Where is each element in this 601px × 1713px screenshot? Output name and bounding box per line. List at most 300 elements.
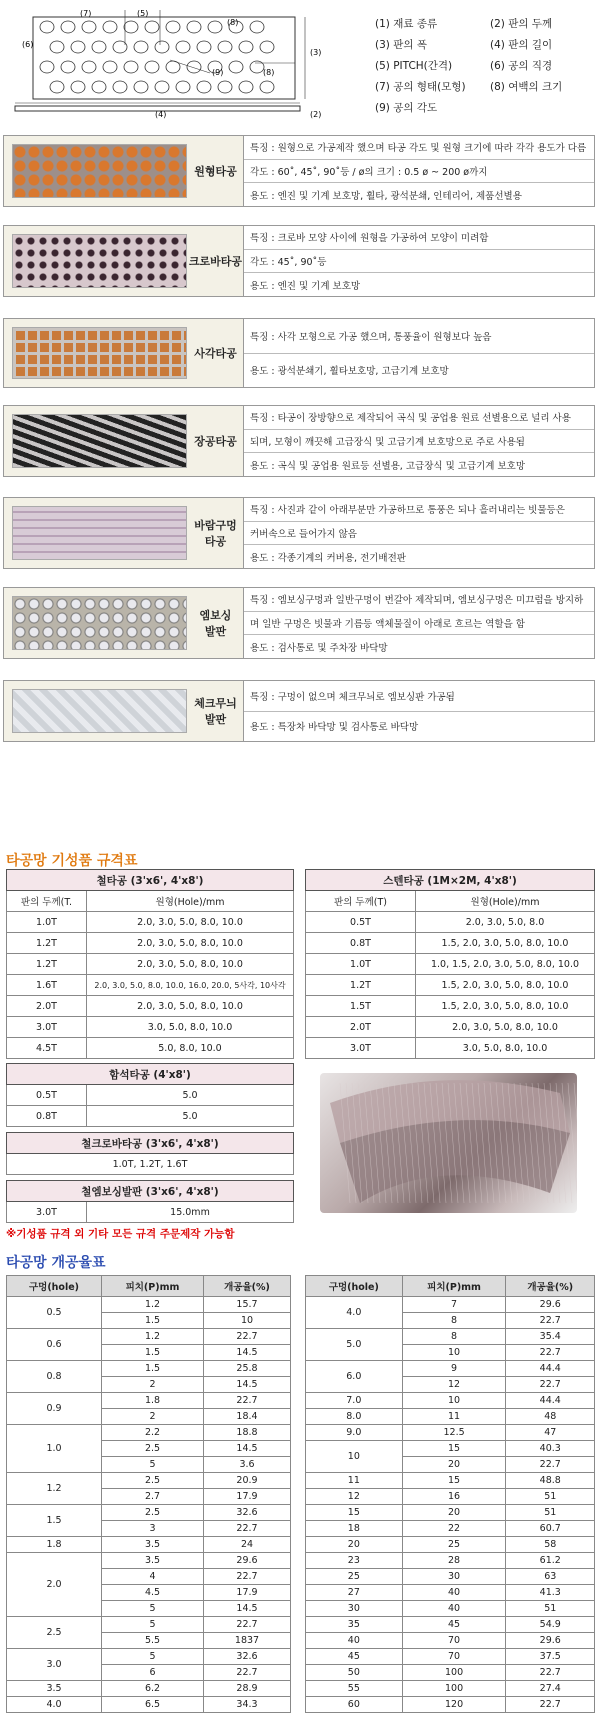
product-photo bbox=[12, 144, 187, 198]
table-row bbox=[7, 1617, 291, 1633]
legend-item: (5) PITCH(간격) bbox=[375, 60, 453, 72]
product-image-area bbox=[4, 226, 244, 296]
hole-cell: 11 bbox=[306, 1473, 403, 1489]
pitch-cell: 100 bbox=[402, 1681, 506, 1697]
legend-item: (8) 여백의 크기 bbox=[490, 81, 563, 93]
open-rate-cell: 24 bbox=[204, 1537, 291, 1553]
pitch-cell: 4.5 bbox=[101, 1585, 203, 1601]
hole-cell: 25 bbox=[306, 1569, 403, 1585]
hole-shape bbox=[197, 41, 211, 53]
pitch-cell: 9 bbox=[402, 1361, 506, 1377]
table-row bbox=[306, 1425, 595, 1441]
open-rate-cell: 10 bbox=[204, 1313, 291, 1329]
open-rate-cell: 22.7 bbox=[204, 1569, 291, 1585]
table-row bbox=[306, 1473, 595, 1489]
hole-cell: 40 bbox=[306, 1633, 403, 1649]
hole-cell: 2.0 bbox=[7, 1553, 102, 1617]
table-row bbox=[306, 1681, 595, 1697]
hole-size-cell: 1.5, 2.0, 3.0, 5.0, 8.0, 10.0 bbox=[416, 933, 595, 954]
open-rate-cell: 32.6 bbox=[204, 1505, 291, 1521]
pitch-cell: 20 bbox=[402, 1457, 506, 1473]
diagram-label: (8) bbox=[227, 18, 239, 27]
thickness-cell: 1.0T bbox=[7, 912, 87, 933]
alu-table bbox=[6, 1063, 294, 1127]
hole-size-cell: 5.0 bbox=[87, 1106, 294, 1127]
pitch-cell: 22 bbox=[402, 1521, 506, 1537]
table-row bbox=[7, 1329, 291, 1345]
hole-shape bbox=[134, 41, 148, 53]
product-desc-row: 용도 : 특장차 바닥망 및 검사통로 바닥망 bbox=[250, 722, 419, 734]
pitch-cell: 15 bbox=[402, 1473, 506, 1489]
table-row bbox=[306, 1521, 595, 1537]
table-row bbox=[306, 1038, 595, 1059]
thickness-cell: 1.2T bbox=[7, 954, 87, 975]
hole-size-cell: 2.0, 3.0, 5.0, 8.0, 10.0 bbox=[87, 954, 294, 975]
open-rate-cell: 47 bbox=[506, 1425, 595, 1441]
hole-shape bbox=[134, 81, 148, 93]
hole-cell: 0.5 bbox=[7, 1297, 102, 1329]
open-rate-cell: 29.6 bbox=[204, 1553, 291, 1569]
table-row bbox=[7, 1202, 294, 1223]
pitch-cell: 5 bbox=[101, 1457, 203, 1473]
legend-item: (1) 재료 종류 bbox=[375, 18, 438, 30]
pitch-cell: 3.5 bbox=[101, 1537, 203, 1553]
table-row bbox=[306, 1489, 595, 1505]
open-rate-cell: 27.4 bbox=[506, 1681, 595, 1697]
product-panel bbox=[3, 225, 595, 297]
diagram-label: (7) bbox=[80, 9, 92, 18]
product-image-area bbox=[4, 588, 244, 658]
thickness-cell: 0.5T bbox=[7, 1085, 87, 1106]
hole-size-cell: 1.5, 2.0, 3.0, 5.0, 8.0, 10.0 bbox=[416, 996, 595, 1017]
product-panel bbox=[3, 497, 595, 569]
pitch-cell: 40 bbox=[402, 1601, 506, 1617]
column-header: 원형(Hole)/mm bbox=[416, 891, 595, 912]
product-image-area bbox=[4, 681, 244, 741]
open-rate-cell: 29.6 bbox=[506, 1297, 595, 1313]
legend-item: (7) 공의 형태(모형) bbox=[375, 81, 466, 93]
pitch-cell: 5 bbox=[101, 1649, 203, 1665]
column-header: 피치(P)mm bbox=[402, 1276, 506, 1297]
product-desc-row: 용도 : 검사통로 및 주차장 바닥망 bbox=[250, 642, 388, 654]
product-name: 장공타공 bbox=[194, 435, 237, 448]
hole-cell: 18 bbox=[306, 1521, 403, 1537]
open-rate-cell: 32.6 bbox=[204, 1649, 291, 1665]
hole-cell: 20 bbox=[306, 1537, 403, 1553]
hole-cell: 35 bbox=[306, 1617, 403, 1633]
open-rate-cell: 14.5 bbox=[204, 1601, 291, 1617]
product-image-area bbox=[4, 498, 244, 568]
table-row bbox=[7, 1361, 291, 1377]
pitch-cell: 70 bbox=[402, 1649, 506, 1665]
table-row bbox=[306, 1585, 595, 1601]
hole-cell: 12 bbox=[306, 1489, 403, 1505]
open-rate-cell: 22.7 bbox=[204, 1617, 291, 1633]
open-rate-cell: 22.7 bbox=[204, 1329, 291, 1345]
hole-size-cell: 2.0, 3.0, 5.0, 8.0, 10.0 bbox=[416, 1017, 595, 1038]
open-rate-cell: 15.7 bbox=[204, 1297, 291, 1313]
diagram-label: (5) bbox=[137, 9, 149, 18]
hole-size-cell: 5.0 bbox=[87, 1085, 294, 1106]
hole-cell: 1.2 bbox=[7, 1473, 102, 1505]
table-row bbox=[7, 1649, 291, 1665]
hole-cell: 3.5 bbox=[7, 1681, 102, 1697]
open-rate-cell: 48.8 bbox=[506, 1473, 595, 1489]
legend-item: (6) 공의 직경 bbox=[490, 60, 553, 72]
hole-size-cell: 3.0, 5.0, 8.0, 10.0 bbox=[87, 1017, 294, 1038]
thickness-cell: 0.5T bbox=[306, 912, 416, 933]
pitch-cell: 3 bbox=[101, 1521, 203, 1537]
pitch-cell: 120 bbox=[402, 1697, 506, 1713]
table-row bbox=[7, 1017, 294, 1038]
column-header: 판의 두께(T) bbox=[306, 891, 416, 912]
table-row bbox=[306, 1601, 595, 1617]
thickness-cell: 2.0T bbox=[7, 996, 87, 1017]
table-row bbox=[7, 1085, 294, 1106]
spec-title: 타공망 기성품 규격표 bbox=[6, 853, 138, 869]
product-name: 엠보싱 발판 bbox=[199, 609, 232, 638]
table-row bbox=[306, 912, 595, 933]
open-rate-cell: 20.9 bbox=[204, 1473, 291, 1489]
table-row bbox=[306, 1393, 595, 1409]
hole-cell: 55 bbox=[306, 1681, 403, 1697]
open-rate-cell: 25.8 bbox=[204, 1361, 291, 1377]
product-photo bbox=[12, 414, 187, 468]
thickness-cell: 3.0T bbox=[306, 1038, 416, 1059]
hole-cell: 0.9 bbox=[7, 1393, 102, 1425]
pitch-cell: 2.7 bbox=[101, 1489, 203, 1505]
pitch-cell: 2.5 bbox=[101, 1441, 203, 1457]
open-rate-cell: 34.3 bbox=[204, 1697, 291, 1713]
hole-size-cell: 1.5, 2.0, 3.0, 5.0, 8.0, 10.0 bbox=[416, 975, 595, 996]
hole-cell: 60 bbox=[306, 1697, 403, 1713]
emboss-table bbox=[6, 1180, 294, 1223]
table-row bbox=[306, 1665, 595, 1681]
hole-shape bbox=[40, 21, 54, 33]
table-row bbox=[7, 1537, 291, 1553]
table-row bbox=[306, 1409, 595, 1425]
custom-order-note: ※기성품 규격 외 기타 모든 규격 주문제작 가능함 bbox=[6, 1228, 235, 1240]
diagram-label: (2) bbox=[310, 110, 322, 119]
table-row bbox=[7, 1505, 291, 1521]
table-row bbox=[7, 1681, 291, 1697]
product-desc-row: 각도 : 60˚, 45˚, 90˚등 / ø의 크기 : 0.5 ø ~ 200 ø까지 bbox=[244, 160, 594, 184]
open-rate-cell: 1837 bbox=[204, 1633, 291, 1649]
column-header: 구멍(hole) bbox=[306, 1276, 403, 1297]
legend-item: (2) 판의 두께 bbox=[490, 18, 553, 30]
hole-shape bbox=[82, 61, 96, 73]
hole-shape bbox=[229, 61, 243, 73]
table-caption: 철크로바타공 (3'x6', 4'x8') bbox=[7, 1133, 294, 1154]
product-desc-row: 커버속으로 들어가지 않음 bbox=[244, 522, 594, 546]
table-row bbox=[7, 1297, 291, 1313]
hole-shape bbox=[40, 61, 54, 73]
pitch-cell: 70 bbox=[402, 1633, 506, 1649]
product-name: 사각타공 bbox=[194, 347, 237, 360]
hole-shape bbox=[50, 41, 64, 53]
product-desc-row: 용도 : 엔진 및 기계 보호망 bbox=[250, 280, 361, 292]
column-header: 구멍(hole) bbox=[7, 1276, 102, 1297]
product-desc-row: 특징 : 원형으로 가공제작 했으며 타공 각도 및 원형 크기에 따라 각각 용도가 다름 bbox=[244, 136, 594, 160]
product-panel bbox=[3, 135, 595, 207]
stainless-table bbox=[305, 869, 595, 1059]
product-desc-row: 며 일반 구멍은 빗물과 기름등 액체물질이 아래로 흐르는 역할을 함 bbox=[244, 612, 594, 636]
pitch-cell: 16 bbox=[402, 1489, 506, 1505]
hole-size-cell: 3.0, 5.0, 8.0, 10.0 bbox=[416, 1038, 595, 1059]
product-desc-row: 특징 : 타공이 장방향으로 제작되어 곡식 및 공업용 원료 선별용으로 널리 사용 bbox=[244, 406, 594, 430]
open-rate-cell: 35.4 bbox=[506, 1329, 595, 1345]
pitch-cell: 1.2 bbox=[101, 1329, 203, 1345]
hole-shape bbox=[176, 41, 190, 53]
pitch-cell: 6.5 bbox=[101, 1697, 203, 1713]
pitch-cell: 3.5 bbox=[101, 1553, 203, 1569]
hole-cell: 4.0 bbox=[7, 1697, 102, 1713]
product-desc-row: 특징 : 구멍이 없으며 체크무늬로 엠보싱판 가공됨 bbox=[244, 681, 594, 712]
hole-shape bbox=[92, 41, 106, 53]
hole-cell: 6.0 bbox=[306, 1361, 403, 1393]
open-rate-cell: 51 bbox=[506, 1489, 595, 1505]
hole-size-cell: 2.0, 3.0, 5.0, 8.0, 10.0, 16.0, 20.0, 5사각, 10사각 bbox=[87, 975, 294, 996]
open-rate-cell: 22.7 bbox=[506, 1377, 595, 1393]
product-desc-row: 특징 : 크로바 모양 사이에 원형을 가공하여 모양이 미려함 bbox=[244, 226, 594, 250]
pitch-cell: 6 bbox=[101, 1665, 203, 1681]
table-row bbox=[306, 954, 595, 975]
product-image-area bbox=[4, 406, 244, 476]
open-rate-cell: 54.9 bbox=[506, 1617, 595, 1633]
product-photo bbox=[12, 506, 187, 560]
legend-item: (4) 판의 길이 bbox=[490, 39, 553, 51]
table-row bbox=[306, 1537, 595, 1553]
steel-table bbox=[6, 869, 294, 1059]
thickness-cell: 0.8T bbox=[7, 1106, 87, 1127]
column-header: 판의 두께(T. bbox=[7, 891, 87, 912]
pitch-cell: 40 bbox=[402, 1585, 506, 1601]
pitch-cell: 1.5 bbox=[101, 1345, 203, 1361]
open-rate-cell: 60.7 bbox=[506, 1521, 595, 1537]
open-rate-cell: 28.9 bbox=[204, 1681, 291, 1697]
hole-cell: 30 bbox=[306, 1601, 403, 1617]
table-row bbox=[7, 1038, 294, 1059]
rate-table-right bbox=[305, 1275, 595, 1713]
pitch-cell: 7 bbox=[402, 1297, 506, 1313]
table-row bbox=[7, 1154, 294, 1175]
hole-cell: 50 bbox=[306, 1665, 403, 1681]
hole-shape bbox=[113, 81, 127, 93]
product-panel bbox=[3, 587, 595, 659]
pitch-cell: 6.2 bbox=[101, 1681, 203, 1697]
column-header: 원형(Hole)/mm bbox=[87, 891, 294, 912]
pitch-cell: 10 bbox=[402, 1345, 506, 1361]
column-header: 피치(P)mm bbox=[101, 1276, 203, 1297]
open-rate-cell: 40.3 bbox=[506, 1441, 595, 1457]
open-rate-cell: 63 bbox=[506, 1569, 595, 1585]
product-desc-row: 특징 : 사각 모형으로 가공 했으며, 통풍율이 원형보다 높음 bbox=[244, 319, 594, 354]
hole-shape bbox=[71, 81, 85, 93]
hole-shape bbox=[124, 21, 138, 33]
table-row bbox=[306, 1633, 595, 1649]
table-row bbox=[7, 975, 294, 996]
pitch-cell: 100 bbox=[402, 1665, 506, 1681]
thickness-cell: 4.5T bbox=[7, 1038, 87, 1059]
table-row bbox=[306, 1017, 595, 1038]
pitch-cell: 1.5 bbox=[101, 1361, 203, 1377]
pitch-cell: 2.5 bbox=[101, 1505, 203, 1521]
table-row bbox=[306, 1617, 595, 1633]
diagram-label: (4) bbox=[155, 110, 167, 119]
pitch-cell: 5 bbox=[101, 1617, 203, 1633]
hole-cell: 1.5 bbox=[7, 1505, 102, 1537]
product-desc-row: 되며, 모형이 깨끗해 고급장식 및 고급기계 보호망으로 주로 사용됨 bbox=[244, 430, 594, 454]
hole-cell: 3.0 bbox=[7, 1649, 102, 1681]
product-photo bbox=[12, 596, 187, 650]
hole-shape bbox=[187, 61, 201, 73]
open-rate-cell: 48 bbox=[506, 1409, 595, 1425]
open-rate-cell: 51 bbox=[506, 1601, 595, 1617]
table-row bbox=[306, 1505, 595, 1521]
diagram-label: (3) bbox=[310, 48, 322, 57]
column-header: 개공율(%) bbox=[204, 1276, 291, 1297]
hole-cell: 1.0 bbox=[7, 1425, 102, 1473]
pitch-cell: 2.5 bbox=[101, 1473, 203, 1489]
hole-cell: 0.8 bbox=[7, 1361, 102, 1393]
pitch-cell: 28 bbox=[402, 1553, 506, 1569]
pitch-cell: 12.5 bbox=[402, 1425, 506, 1441]
table-row bbox=[7, 1106, 294, 1127]
pitch-cell: 1.8 bbox=[101, 1393, 203, 1409]
table-row bbox=[306, 1361, 595, 1377]
hole-size-cell: 2.0, 3.0, 5.0, 8.0, 10.0 bbox=[87, 933, 294, 954]
hole-shape bbox=[260, 81, 274, 93]
hole-shape bbox=[218, 41, 232, 53]
pitch-cell: 5 bbox=[101, 1601, 203, 1617]
hole-shape bbox=[239, 81, 253, 93]
hole-size-cell: 2.0, 3.0, 5.0, 8.0, 10.0 bbox=[87, 996, 294, 1017]
product-desc-row: 용도 : 곡식 및 공업용 원료등 선별용, 고급장식 및 고급기계 보호망 bbox=[250, 460, 526, 472]
table-row bbox=[306, 1329, 595, 1345]
product-image-area bbox=[4, 319, 244, 387]
table-row bbox=[306, 1297, 595, 1313]
hole-cell: 10 bbox=[306, 1441, 403, 1473]
hole-cell: 0.6 bbox=[7, 1329, 102, 1361]
hole-shape bbox=[61, 61, 75, 73]
hole-shape bbox=[260, 41, 274, 53]
hole-shape bbox=[187, 21, 201, 33]
product-panel bbox=[3, 680, 595, 742]
hole-cell: 1.8 bbox=[7, 1537, 102, 1553]
pitch-cell: 2 bbox=[101, 1409, 203, 1425]
hole-shape bbox=[155, 41, 169, 53]
pitch-cell: 2 bbox=[101, 1377, 203, 1393]
open-rate-cell: 22.7 bbox=[506, 1313, 595, 1329]
hole-size-cell: 2.0, 3.0, 5.0, 8.0, 10.0 bbox=[87, 912, 294, 933]
rate-title: 타공망 개공율표 bbox=[6, 1255, 106, 1271]
product-desc-row: 특징 : 사진과 같이 아래부분만 가공하므로 통풍은 되나 흘러내리는 빗물등은 bbox=[244, 498, 594, 522]
pitch-cell: 8 bbox=[402, 1313, 506, 1329]
table-row bbox=[306, 933, 595, 954]
open-rate-cell: 14.5 bbox=[204, 1345, 291, 1361]
pitch-cell: 15 bbox=[402, 1441, 506, 1457]
thickness-cell: 3.0T bbox=[7, 1017, 87, 1038]
pitch-cell: 45 bbox=[402, 1617, 506, 1633]
pitch-cell: 1.5 bbox=[101, 1313, 203, 1329]
hole-shape bbox=[71, 41, 85, 53]
open-rate-cell: 61.2 bbox=[506, 1553, 595, 1569]
hole-shape bbox=[61, 21, 75, 33]
thickness-cell: 3.0T bbox=[7, 1202, 87, 1223]
open-rate-cell: 44.4 bbox=[506, 1393, 595, 1409]
thickness-cell: 1.0T bbox=[306, 954, 416, 975]
open-rate-cell: 17.9 bbox=[204, 1585, 291, 1601]
open-rate-cell: 29.6 bbox=[506, 1633, 595, 1649]
product-name: 크로바타공 bbox=[188, 255, 243, 268]
hole-cell: 5.0 bbox=[306, 1329, 403, 1361]
table-row bbox=[7, 1553, 291, 1569]
mesh-photo bbox=[320, 1073, 577, 1213]
pitch-cell: 4 bbox=[101, 1569, 203, 1585]
table-row bbox=[306, 1569, 595, 1585]
diagram-legend bbox=[375, 14, 595, 119]
hole-cell: 9.0 bbox=[306, 1425, 403, 1441]
clover-table bbox=[6, 1132, 294, 1175]
open-rate-cell: 22.7 bbox=[506, 1457, 595, 1473]
table-row bbox=[306, 996, 595, 1017]
pitch-cell: 12 bbox=[402, 1377, 506, 1393]
product-name: 바람구멍 타공 bbox=[194, 519, 237, 548]
thickness-cell: 1.6T bbox=[7, 975, 87, 996]
table-row bbox=[306, 1697, 595, 1713]
open-rate-cell: 3.6 bbox=[204, 1457, 291, 1473]
hole-size-cell: 2.0, 3.0, 5.0, 8.0 bbox=[416, 912, 595, 933]
legend-item: (3) 판의 폭 bbox=[375, 39, 427, 51]
pitch-cell: 1.2 bbox=[101, 1297, 203, 1313]
hole-shape bbox=[208, 21, 222, 33]
product-photo bbox=[12, 689, 187, 733]
hole-shape bbox=[50, 81, 64, 93]
hole-size-cell: 5.0, 8.0, 10.0 bbox=[87, 1038, 294, 1059]
open-rate-cell: 18.4 bbox=[204, 1409, 291, 1425]
pitch-cell: 10 bbox=[402, 1393, 506, 1409]
open-rate-cell: 22.7 bbox=[204, 1393, 291, 1409]
open-rate-cell: 22.7 bbox=[204, 1521, 291, 1537]
table-row bbox=[7, 912, 294, 933]
open-rate-cell: 44.4 bbox=[506, 1361, 595, 1377]
open-rate-cell: 51 bbox=[506, 1505, 595, 1521]
pitch-cell: 5.5 bbox=[101, 1633, 203, 1649]
hole-shape bbox=[124, 61, 138, 73]
hole-shape bbox=[197, 81, 211, 93]
plate-diagram bbox=[5, 5, 325, 123]
pitch-cell: 20 bbox=[402, 1505, 506, 1521]
hole-cell: 7.0 bbox=[306, 1393, 403, 1409]
open-rate-cell: 22.7 bbox=[506, 1665, 595, 1681]
product-name: 체크무늬 발판 bbox=[194, 697, 237, 726]
legend-item: (9) 공의 각도 bbox=[375, 102, 438, 114]
open-rate-cell: 14.5 bbox=[204, 1441, 291, 1457]
pitch-cell: 11 bbox=[402, 1409, 506, 1425]
thickness-cell: 1.2T bbox=[306, 975, 416, 996]
table-row bbox=[7, 1425, 291, 1441]
product-desc-row: 용도 : 엔진 및 기계 보호망, 휠타, 광석분쇄, 인테리어, 제품선별용 bbox=[250, 190, 522, 202]
hole-shape bbox=[176, 81, 190, 93]
table-caption: 함석타공 (4'x8') bbox=[7, 1064, 294, 1085]
table-caption: 철엠보싱발판 (3'x6', 4'x8') bbox=[7, 1181, 294, 1202]
pitch-cell: 8 bbox=[402, 1329, 506, 1345]
table-row bbox=[7, 996, 294, 1017]
table-row bbox=[306, 1553, 595, 1569]
open-rate-cell: 41.3 bbox=[506, 1585, 595, 1601]
open-rate-cell: 18.8 bbox=[204, 1425, 291, 1441]
hole-cell: 45 bbox=[306, 1649, 403, 1665]
